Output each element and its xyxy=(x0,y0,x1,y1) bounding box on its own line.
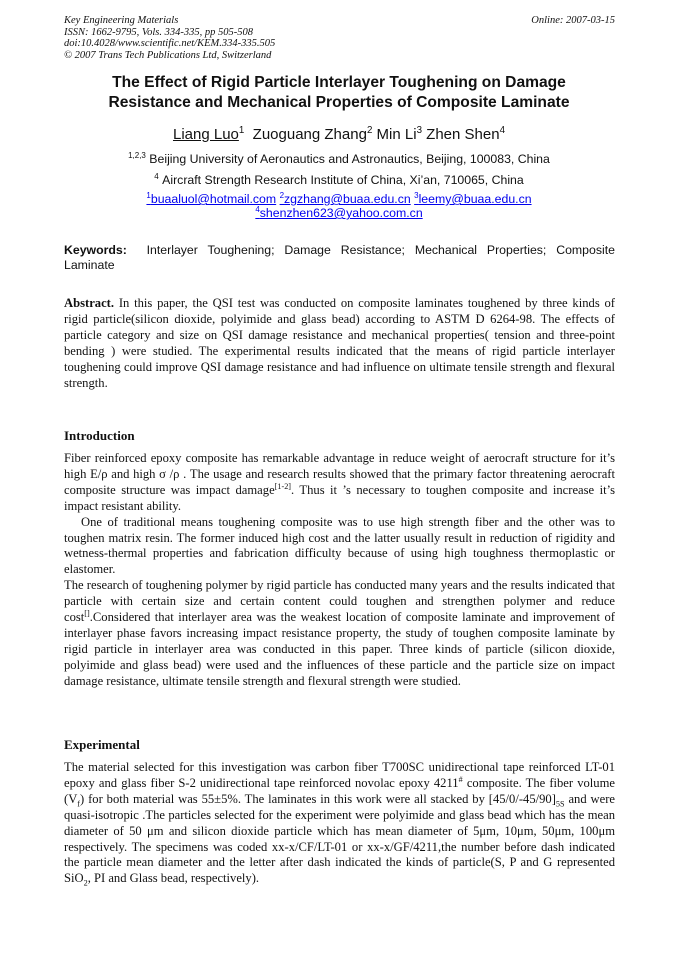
affiliation-text: Beijing University of Aeronautics and Astronautics, Beijing, 100083, China xyxy=(149,152,550,166)
email-sup: 3 xyxy=(414,190,419,200)
exp-text: , PI and Glass bead, respectively). xyxy=(87,871,260,886)
author-name: Liang Luo xyxy=(172,126,239,143)
email-address: buaaluol@hotmail.com xyxy=(150,192,277,206)
online-date: Online: 2007-03-15 xyxy=(531,15,615,26)
email-address: shenzhen623@yahoo.com.cn xyxy=(259,206,423,220)
email-sup: 2 xyxy=(279,190,285,200)
author-name: Zhen Shen xyxy=(426,126,500,143)
journal-header xyxy=(64,15,615,61)
citation: [1-2] xyxy=(274,481,292,491)
author-sup: 4 xyxy=(499,125,505,136)
exp-text: and were quasi-isotropic .The particles selected for the experiment were polyimide and glass bead which has the mean diameter of 50 μm and silicon dioxide particle which has mean diameter of 5μm, 10μm, 50μm, 100μm respectively. The specimens was coded xx-x/CF/LT-01 or xx-x/GF/4211,the number before dash indicated the particle mean diameter and the letter after dash indicated the kinds of particle(S, P and G represented SiO xyxy=(64,791,615,886)
author-sup: 2 xyxy=(366,125,373,136)
exp-sub: 2 xyxy=(83,878,88,888)
intro-paragraph-2: One of traditional means toughening composite was to use high strength fiber and the other was to toughen matrix resin. The former induced high cost and the latter usually result in reduction of rigidity and wetness-thermal properties and fabrication difficulty because of using high toughness thermoplastic or elastomer. xyxy=(64,514,615,577)
keywords-text: Interlayer Toughening; Damage Resistance; Mechanical Properties; Composite Laminate xyxy=(64,243,615,272)
intro-p3-text: The research of toughening polymer by rigid particle has conducted many years and the results indicated that particle with certain size and certain content could toughen and strengthen polymer and reduce cost xyxy=(64,578,615,625)
exp-sub: f xyxy=(77,799,81,809)
citation: [] xyxy=(84,608,90,618)
exp-text: ) for both material was 55±5%. The laminates in this work were all stacked by [45/0/-45/90] xyxy=(80,791,556,806)
copyright-line: © 2007 Trans Tech Publications Ltd, Switzerland xyxy=(64,49,272,61)
email-address: zgzhang@buaa.edu.cn xyxy=(284,192,411,206)
exp-text: The material selected for this investigation was carbon fiber T700SC unidirectional tape reinforced LT-01 epoxy and glass fiber S-2 unidirectional tape reinforced novolac epoxy 4211 xyxy=(64,760,615,790)
exp-sub: 5S xyxy=(555,799,565,809)
intro-p1-text-end: . Thus it ’s necessary to toughen composite and increase it’s impact resistant ability. xyxy=(64,482,615,513)
paper-title xyxy=(40,73,638,113)
email-address: leemy@buaa.edu.cn xyxy=(418,192,532,206)
abstract xyxy=(64,296,615,391)
issn-line: ISSN: 1662-9795, Vols. 334-335, pp 505-508 xyxy=(64,26,253,38)
affiliation-sup: 1,2,3 xyxy=(128,150,146,160)
author-name: Zuoguang Zhang xyxy=(252,126,367,143)
exp-sup: # xyxy=(458,774,463,784)
email-sup: 4 xyxy=(255,204,260,214)
email-link-4[interactable] xyxy=(255,206,422,220)
affiliation-text: Aircraft Strength Research Institute of China, Xi’an, 710065, China xyxy=(162,173,524,187)
author-name: Min Li xyxy=(376,126,417,143)
intro-paragraph-3 xyxy=(64,578,615,689)
affiliation-sup: 4 xyxy=(154,171,159,181)
intro-p1-text: Fiber reinforced epoxy composite has remarkable advantage in reduce weight of aerocraft structure for it’s high E/ρ and high σ /ρ . The usage and research results showed that the primary factor threatening aerocraft composite structure was impact damage xyxy=(64,451,615,497)
affiliation-1 xyxy=(40,152,638,166)
introduction-heading: Introduction xyxy=(64,428,135,443)
email-link-1[interactable] xyxy=(146,192,276,206)
author-list xyxy=(40,126,638,144)
introduction-body xyxy=(64,451,615,690)
title-line-1: The Effect of Rigid Particle Interlayer Toughening on Damage xyxy=(112,74,566,91)
keywords-label: Keywords: xyxy=(64,243,127,257)
title-line-2: Resistance and Mechanical Properties of Composite Laminate xyxy=(108,94,570,111)
author-sup: 1 xyxy=(238,125,245,136)
email-list xyxy=(40,192,638,220)
intro-p3-text-end: .Considered that interlayer area was the weakest location of composite laminate and improvement of interlayer phase favors increasing impact resistance property, the study of toughen composite laminate by rigid particle in interlayer area was conducted in this paper. Three kinds of particle (silicon dioxide, polyimide and glass bead) were used and the influences of these particle and the particle size on impact damage resistance, ultimate tensile strength and flexural strength were studied. xyxy=(64,610,615,688)
experimental-heading: Experimental xyxy=(64,737,140,752)
experimental-paragraph xyxy=(64,760,615,887)
doi-line: doi:10.4028/www.scientific.net/KEM.334-335.505 xyxy=(64,38,276,49)
journal-name: Key Engineering Materials xyxy=(64,15,179,26)
email-link-2[interactable] xyxy=(280,192,411,206)
abstract-label: Abstract. xyxy=(64,296,115,310)
keywords xyxy=(64,243,615,273)
exp-text: composite. The fiber volume (V xyxy=(64,775,615,806)
intro-paragraph-1 xyxy=(64,451,615,515)
email-sup: 1 xyxy=(146,190,151,200)
email-link-3[interactable] xyxy=(414,192,531,206)
affiliation-2 xyxy=(40,173,638,187)
abstract-text: In this paper, the QSI test was conducted on composite laminates toughened by three kinds of rigid particle(silicon dioxide, polyimide and glass bead) according to ASTM D 6264-98. The effects of particle category and size on QSI damage resistance and mechanical properties( tension and three-point bending ) were studied. The experimental results indicated that the means of rigid particle interlayer toughening could improve QSI damage resistance and had influence on ultimate tensile strength and flexural strength. xyxy=(64,296,615,390)
author-sup: 3 xyxy=(416,125,422,136)
experimental-body xyxy=(64,760,615,887)
